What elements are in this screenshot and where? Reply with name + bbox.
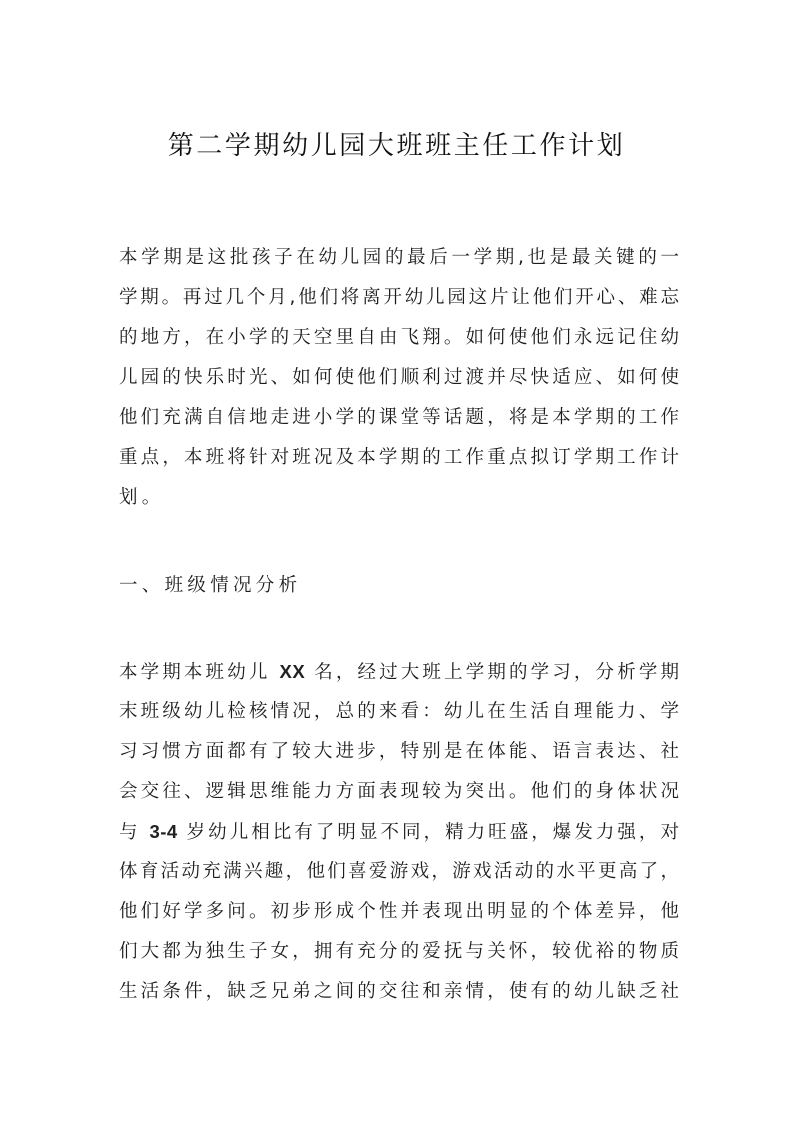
paragraph-line: 末班级幼儿检核情况，总的来看：幼儿在生活自理能力、学 xyxy=(119,701,679,722)
paragraph-line: 学期。再过几个月,他们将离开幼儿园这片让他们开心、难忘 xyxy=(119,287,679,308)
age-range-value: 3-4 xyxy=(149,821,178,842)
intro-paragraph xyxy=(119,238,679,518)
paragraph-line xyxy=(119,652,679,692)
document-title: 第二学期幼儿园大班班主任工作计划 xyxy=(167,131,626,161)
paragraph-line: 们大都为独生子女，拥有充分的爱抚与关怀，较优裕的物质 xyxy=(119,941,679,962)
paragraph-line: 他们好学多问。初步形成个性并表现出明显的个体差异，他 xyxy=(119,901,679,922)
paragraph-line: 本学期是这批孩子在幼儿园的最后一学期,也是最关键的一 xyxy=(119,247,679,268)
paragraph-line: 生活条件，缺乏兄弟之间的交往和亲情，使有的幼儿缺乏社 xyxy=(119,981,679,1002)
child-count-value: XX xyxy=(279,661,306,682)
paragraph-line: 习习惯方面都有了较大进步，特别是在体能、语言表达、社 xyxy=(119,741,679,762)
paragraph-line xyxy=(119,812,679,852)
paragraph-line: 划。 xyxy=(119,487,165,508)
text-run: 与 xyxy=(119,822,141,843)
paragraph-line: 体育活动充满兴趣，他们喜爱游戏，游戏活动的水平更高了， xyxy=(119,861,679,882)
text-run: 岁幼儿相比有了明显不同，精力旺盛，爆发力强，对 xyxy=(186,822,679,843)
text-run: 名，经过大班上学期的学习，分析学期 xyxy=(314,662,679,683)
text-run: 本学期本班幼儿 xyxy=(119,662,271,683)
class-analysis-paragraph xyxy=(119,652,679,1012)
section-heading-class-analysis: 一、班级情况分析 xyxy=(119,575,302,596)
paragraph-line: 会交往、逻辑思维能力方面表现较为突出。他们的身体状况 xyxy=(119,781,679,802)
paragraph-line: 儿园的快乐时光、如何使他们顺利过渡并尽快适应、如何使 xyxy=(119,367,679,388)
paragraph-line: 的地方，在小学的天空里自由飞翔。如何使他们永远记住幼 xyxy=(119,327,679,348)
paragraph-line: 他们充满自信地走进小学的课堂等话题，将是本学期的工作 xyxy=(119,407,679,428)
paragraph-line: 重点，本班将针对班况及本学期的工作重点拟订学期工作计 xyxy=(119,447,679,468)
